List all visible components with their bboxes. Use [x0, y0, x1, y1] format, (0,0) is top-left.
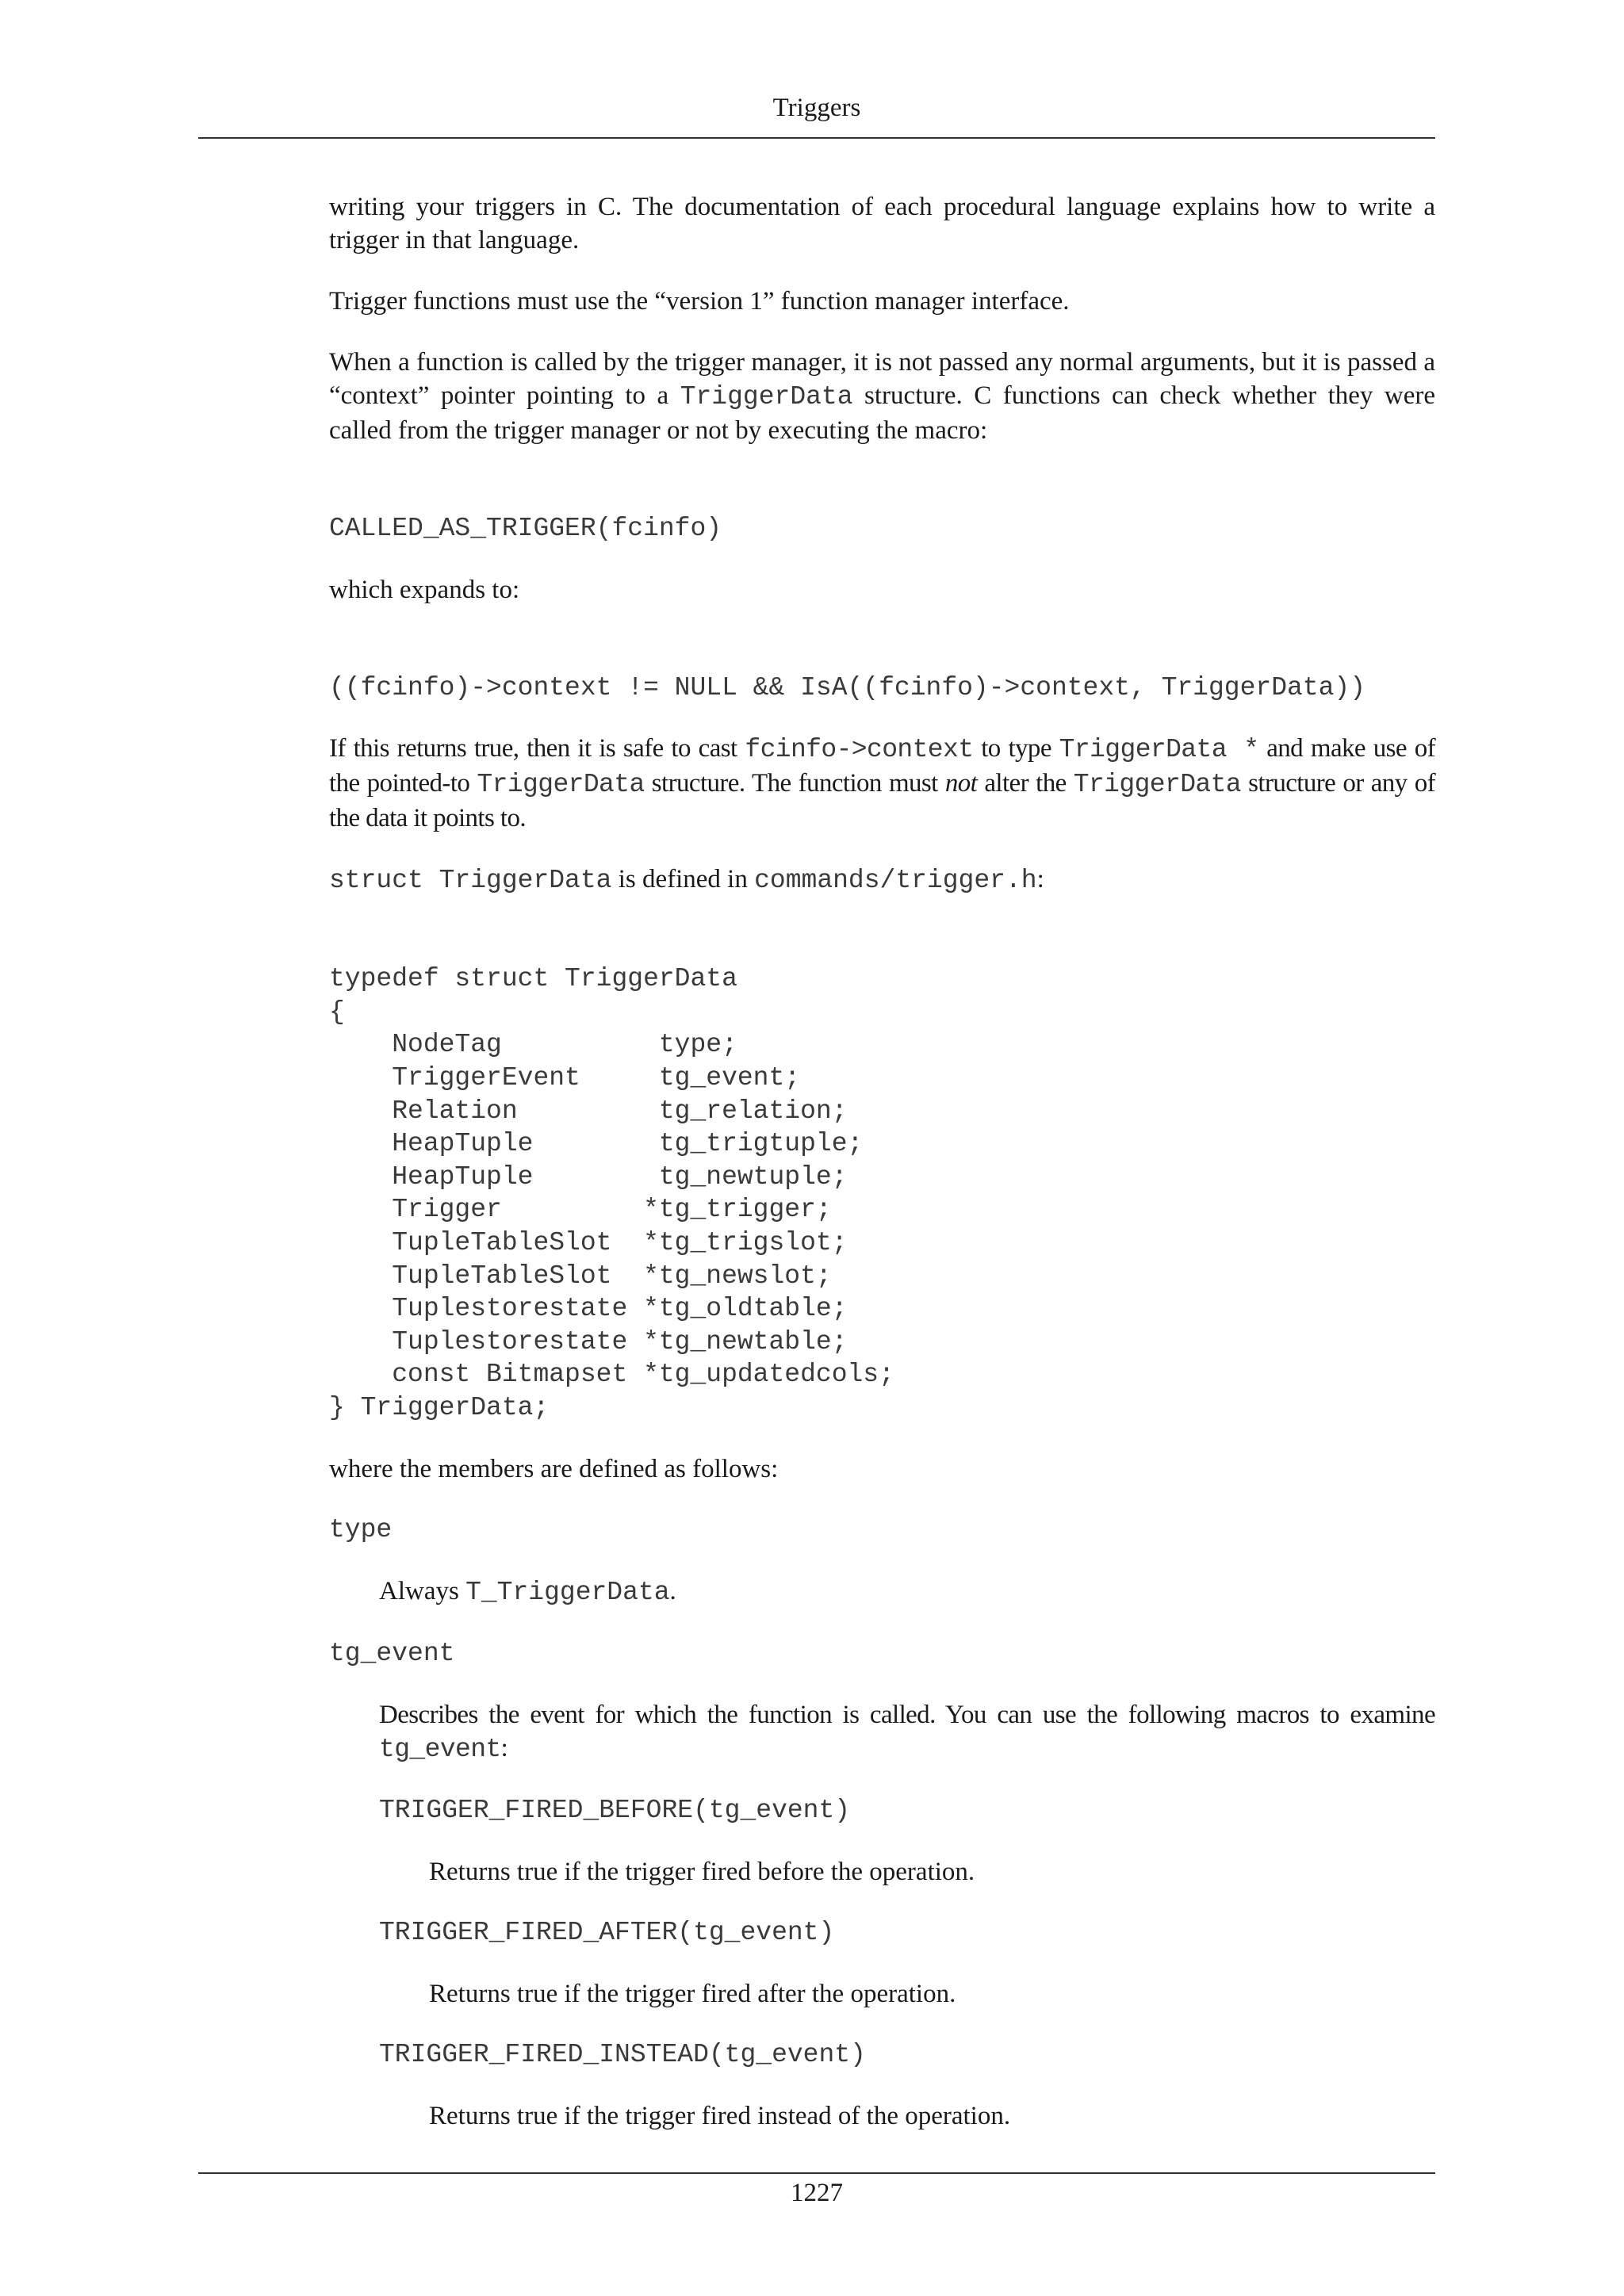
paragraph-context: [329, 346, 1435, 447]
header-rule: [198, 137, 1435, 139]
macro-description: Returns true if the trigger fired after the operation.: [429, 1979, 956, 2008]
text-segment: structure. The function must: [644, 769, 945, 798]
text-segment: structure or any of the data it points to.: [329, 769, 1435, 833]
macro-name: TRIGGER_FIRED_AFTER(tg_event): [379, 1917, 835, 1947]
inline-code: TriggerData: [680, 382, 853, 411]
code-block-macro: CALLED_AS_TRIGGER(fcinfo): [329, 514, 722, 543]
running-header: Triggers: [772, 94, 861, 122]
text-segment: Describes the event for which the function is called. You can use the following macros to examine: [379, 1700, 1435, 1729]
inline-code: tg_event: [379, 1734, 501, 1764]
paragraph-cast: [329, 732, 1435, 835]
text-segment: to type: [973, 734, 1059, 763]
paragraph-struct-defined: [329, 863, 1435, 897]
inline-code: T_TriggerData: [465, 1577, 670, 1607]
macro-description: Returns true if the trigger fired instead of the operation.: [429, 2101, 1011, 2130]
text-segment: :: [500, 1733, 508, 1762]
macro-description: Returns true if the trigger fired before the operation.: [429, 1857, 975, 1886]
paragraph-members: where the members are defined as follows:: [329, 1454, 779, 1483]
emphasis: not: [944, 769, 978, 798]
code-block-struct: typedef struct TriggerData { NodeTag type; TriggerEvent tg_event; Relation tg_relation; HeapTuple tg_trigtuple; HeapTuple tg_newtuple; Trigger *tg_trigger; TupleTableSlot *tg_trigslot; TupleTableSlot *tg_newslot; Tuplestorestate *tg_oldtable; Tuplestorestate *tg_newtable; const Bitmapset *tg_updatedcols; } TriggerData;: [329, 964, 894, 1422]
page-number: 1227: [791, 2179, 843, 2207]
term-type: type: [329, 1514, 393, 1544]
text-segment: and make use of the pointed-to: [329, 734, 1435, 798]
inline-code: TriggerData: [477, 770, 645, 800]
text-segment: If this returns true, then it is safe to cast: [329, 734, 745, 763]
paragraph-version1: Trigger functions must use the “version 1” function manager interface.: [329, 287, 1070, 316]
text-segment: Always: [379, 1576, 466, 1605]
inline-code: TriggerData *: [1059, 735, 1259, 765]
definition-tg-event: [379, 1698, 1435, 1766]
paragraph-intro: writing your triggers in C. The documentation of each procedural language explains how to write a trigger in that language.: [329, 193, 1435, 254]
text-segment: alter the: [977, 769, 1074, 798]
macro-name: TRIGGER_FIRED_INSTEAD(tg_event): [379, 2039, 866, 2069]
inline-code: fcinfo->context: [745, 735, 974, 765]
term-tg-event: tg_event: [329, 1638, 455, 1668]
page-content: [329, 190, 1435, 2160]
inline-code: struct TriggerData: [329, 866, 612, 896]
macro-name: TRIGGER_FIRED_BEFORE(tg_event): [379, 1795, 851, 1825]
code-block-expansion: ((fcinfo)->context != NULL && IsA((fcinfo)->context, TriggerData)): [329, 672, 1366, 702]
text-segment: is defined in: [611, 865, 755, 894]
text-segment: :: [1036, 865, 1044, 894]
definition-type: [379, 1575, 1435, 1609]
text-segment: structure. C functions can check whether they were called from the trigger manager or not by executing the macro:: [329, 381, 1435, 445]
text-segment: When a function is called by the trigger manager, it is not passed any normal arguments, but it is passed a “context” pointer pointing to a: [329, 348, 1435, 410]
paragraph-expands: which expands to:: [329, 575, 520, 604]
inline-code: TriggerData: [1073, 770, 1242, 800]
inline-code: commands/trigger.h: [754, 866, 1037, 896]
footer-rule: [198, 2172, 1435, 2174]
text-segment: .: [669, 1576, 676, 1605]
